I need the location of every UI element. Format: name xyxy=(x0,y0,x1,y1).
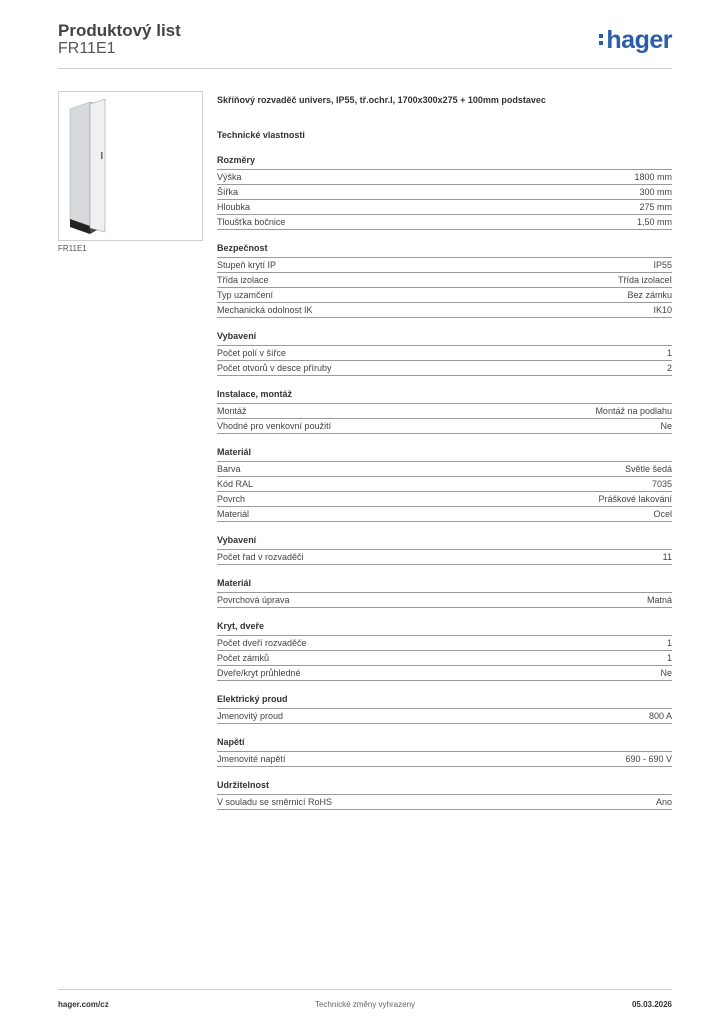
spec-row xyxy=(217,288,672,303)
product-details xyxy=(217,95,672,810)
spec-value: Montáž na podlahu xyxy=(595,406,672,416)
spec-label: Výška xyxy=(217,172,242,182)
spec-value: 1 xyxy=(666,638,672,648)
spec-label: Materiál xyxy=(217,509,250,519)
spec-label: Počet dveří rozvaděče xyxy=(217,638,307,648)
spec-row xyxy=(217,170,672,185)
spec-label: Typ uzamčení xyxy=(217,290,274,300)
tech-heading: Technické vlastnosti xyxy=(217,130,305,140)
spec-value: Práškové lakování xyxy=(598,494,672,504)
page-footer xyxy=(58,989,672,1010)
spec-label: Jmenovité napětí xyxy=(217,754,286,764)
spec-value: Bez zámku xyxy=(627,290,672,300)
spec-row xyxy=(217,709,672,724)
spec-label: Montáž xyxy=(217,406,247,416)
spec-row xyxy=(217,636,672,651)
spec-value: IP55 xyxy=(653,260,672,270)
spec-value: 1,50 mm xyxy=(636,217,672,227)
spec-row xyxy=(217,185,672,200)
spec-value: Ocel xyxy=(653,509,672,519)
spec-label: Povrch xyxy=(217,494,246,504)
section-title: Napětí xyxy=(217,737,245,747)
spec-value: IK10 xyxy=(653,305,672,315)
spec-label: Povrchová úprava xyxy=(217,595,290,605)
page-header xyxy=(58,20,672,69)
spec-row xyxy=(217,273,672,288)
section-title: Kryt, dveře xyxy=(217,621,265,631)
spec-section xyxy=(217,446,672,522)
spec-value: Světle šedá xyxy=(624,464,672,474)
spec-value: 690 - 690 V xyxy=(625,754,672,764)
spec-label: Počet řad v rozvaděči xyxy=(217,552,304,562)
spec-section xyxy=(217,534,672,565)
spec-row xyxy=(217,258,672,273)
footer-date: 05.03.2026 xyxy=(631,1000,672,1009)
spec-row xyxy=(217,477,672,492)
spec-value: 1800 mm xyxy=(634,172,672,182)
spec-label: Počet polí v šířce xyxy=(217,348,287,358)
spec-row xyxy=(217,651,672,666)
spec-value: Třída izolaceI xyxy=(617,275,672,285)
spec-section xyxy=(217,736,672,767)
product-image xyxy=(58,91,203,241)
spec-value: Matná xyxy=(646,595,672,605)
section-title: Vybavení xyxy=(217,331,257,341)
spec-row xyxy=(217,215,672,230)
spec-label: Hloubka xyxy=(217,202,251,212)
spec-value: 300 mm xyxy=(639,187,672,197)
spec-row xyxy=(217,419,672,434)
product-code: FR11E1 xyxy=(58,40,116,57)
spec-row xyxy=(217,593,672,608)
spec-value: 11 xyxy=(662,552,672,562)
image-caption: FR11E1 xyxy=(58,244,87,253)
spec-row xyxy=(217,404,672,419)
spec-value: 1 xyxy=(666,348,672,358)
spec-section xyxy=(217,242,672,318)
spec-label: Stupeň krytí IP xyxy=(217,260,277,270)
spec-value: 2 xyxy=(666,363,672,373)
spec-value: Ne xyxy=(660,668,672,678)
spec-value: 275 mm xyxy=(639,202,672,212)
spec-section xyxy=(217,779,672,810)
spec-label: Třída izolace xyxy=(217,275,269,285)
spec-row xyxy=(217,752,672,767)
spec-value: 1 xyxy=(666,653,672,663)
spec-section xyxy=(217,693,672,724)
spec-label: Šířka xyxy=(217,187,239,197)
section-title: Materiál xyxy=(217,447,252,457)
logo-dots-icon xyxy=(599,31,604,48)
spec-row xyxy=(217,507,672,522)
section-title: Vybavení xyxy=(217,535,257,545)
spec-section xyxy=(217,330,672,376)
spec-section xyxy=(217,620,672,681)
spec-section xyxy=(217,577,672,608)
spec-row xyxy=(217,346,672,361)
spec-row xyxy=(217,550,672,565)
spec-label: V souladu se směrnicí RoHS xyxy=(217,797,333,807)
spec-label: Dveře/kryt průhledné xyxy=(217,668,301,678)
spec-label: Vhodné pro venkovní použití xyxy=(217,421,332,431)
spec-sections xyxy=(217,154,672,810)
spec-label: Tloušťka bočnice xyxy=(217,217,286,227)
spec-section xyxy=(217,154,672,230)
spec-label: Mechanická odolnost IK xyxy=(217,305,313,315)
spec-label: Jmenovitý proud xyxy=(217,711,284,721)
spec-label: Počet zámků xyxy=(217,653,270,663)
section-title: Instalace, montáž xyxy=(217,389,293,399)
spec-label: Kód RAL xyxy=(217,479,254,489)
cabinet-image xyxy=(59,92,202,240)
spec-row xyxy=(217,303,672,318)
section-title: Materiál xyxy=(217,578,252,588)
spec-row xyxy=(217,361,672,376)
spec-row xyxy=(217,795,672,810)
spec-value: Ano xyxy=(655,797,672,807)
product-description: Skříňový rozvaděč univers, IP55, tř.ochr.I, 1700x300x275 + 100mm podstavec xyxy=(217,95,546,105)
spec-value: 800 A xyxy=(648,711,672,721)
section-title: Bezpečnost xyxy=(217,243,268,253)
spec-row xyxy=(217,492,672,507)
hager-logo[interactable] xyxy=(599,26,672,55)
spec-label: Počet otvorů v desce příruby xyxy=(217,363,332,373)
spec-row xyxy=(217,462,672,477)
page-title: Produktový list xyxy=(58,21,181,40)
section-title: Rozměry xyxy=(217,155,256,165)
spec-label: Barva xyxy=(217,464,241,474)
logo-text: hager xyxy=(606,26,672,54)
footer-website[interactable]: hager.com/cz xyxy=(58,1000,109,1009)
spec-section xyxy=(217,388,672,434)
spec-row xyxy=(217,666,672,681)
spec-row xyxy=(217,200,672,215)
spec-value: 7035 xyxy=(651,479,672,489)
section-title: Elektrický proud xyxy=(217,694,288,704)
spec-value: Ne xyxy=(660,421,672,431)
section-title: Udržitelnost xyxy=(217,780,270,790)
footer-notice: Technické změny vyhrazeny xyxy=(314,1000,416,1009)
